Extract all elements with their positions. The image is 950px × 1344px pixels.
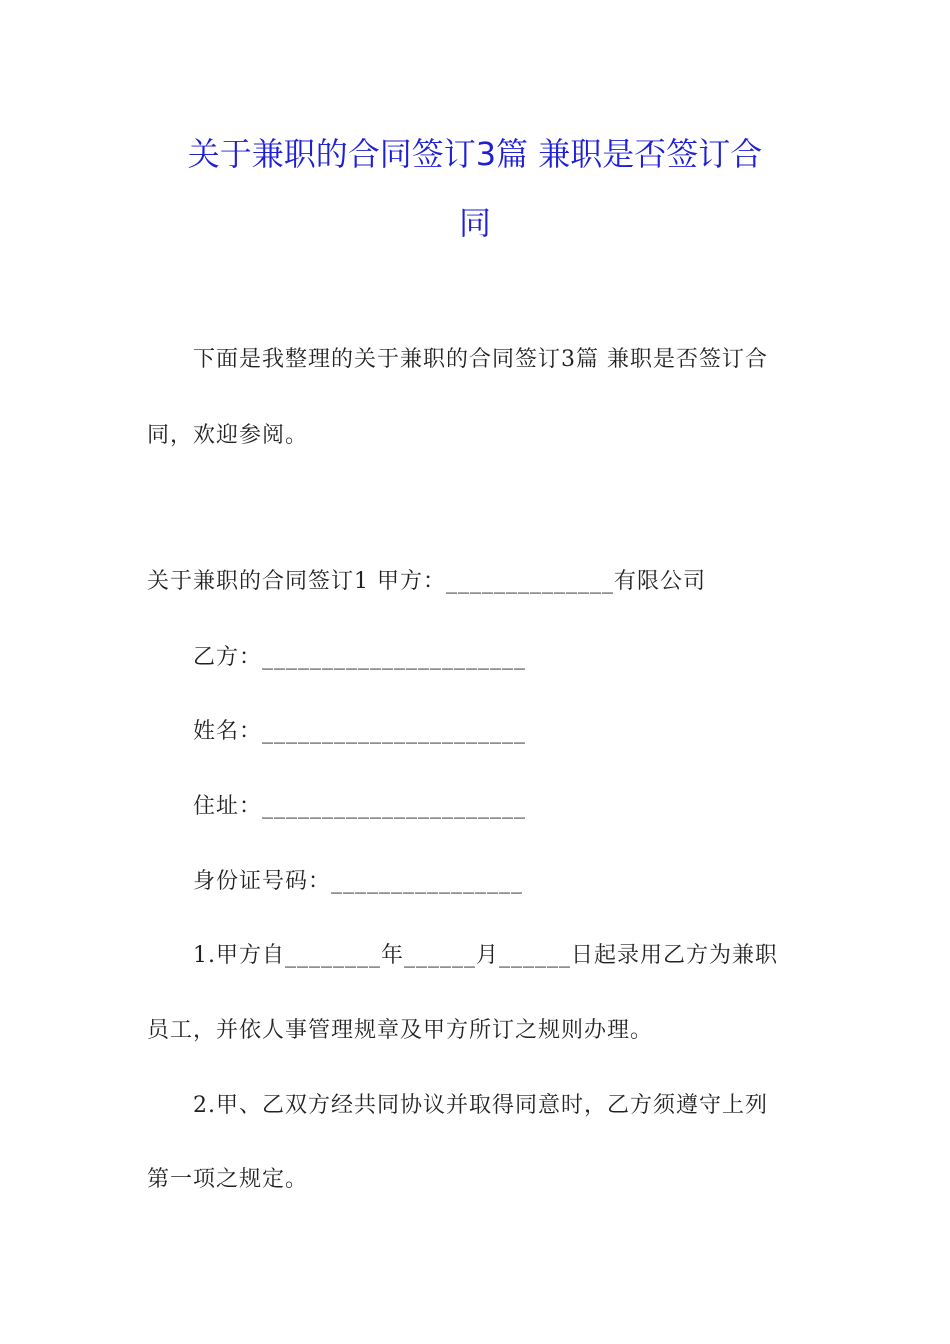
document-title-line-2: 同 [458, 204, 491, 242]
clause-2-line-2: 第一项之规定。 [147, 1167, 309, 1192]
intro-line-2: 同，欢迎参阅。 [147, 423, 309, 448]
clause-1-line-2: 员工，并依人事管理规章及甲方所订之规则办理。 [147, 1018, 654, 1043]
section-heading: 关于兼职的合同签订1 甲方：______________有限公司 [147, 569, 706, 594]
clause-1-line-1: 1.甲方自________年______月______日起录用乙方为兼职 [193, 943, 778, 968]
address-field: 住址：______________________ [193, 794, 527, 819]
clause-2-line-1: 2.甲、乙双方经共同协议并取得同意时，乙方须遵守上列 [193, 1093, 768, 1118]
id-number-field: 身份证号码：________________ [193, 869, 524, 894]
party-b-field: 乙方：______________________ [193, 645, 527, 670]
document-title-line-1: 关于兼职的合同签订3篇 兼职是否签订合 [187, 135, 763, 173]
name-field: 姓名：______________________ [193, 719, 527, 744]
intro-line-1: 下面是我整理的关于兼职的合同签订3篇 兼职是否签订合 [193, 347, 768, 372]
